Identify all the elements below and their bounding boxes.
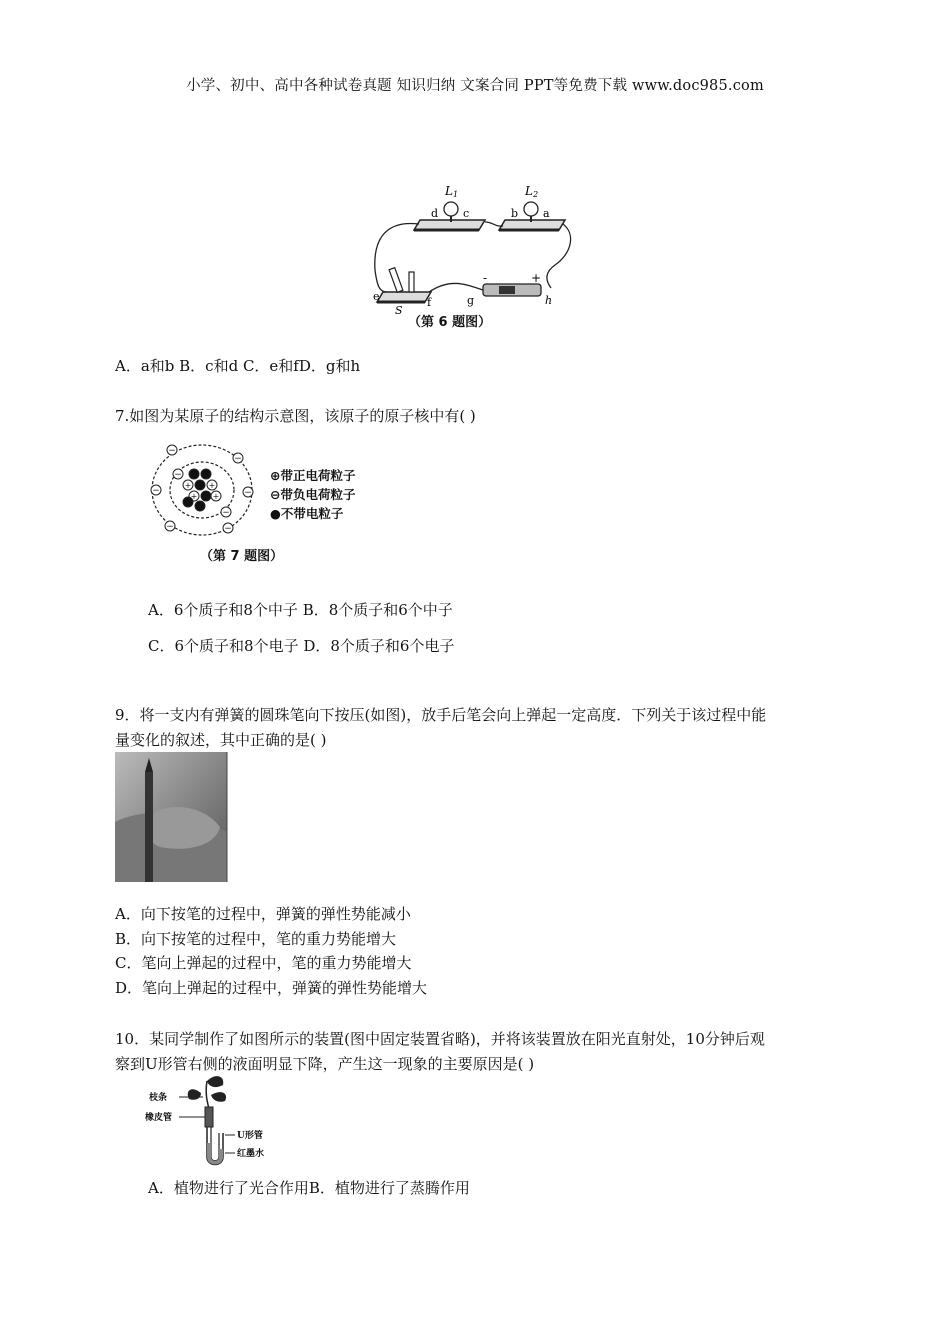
svg-text:−: − (224, 524, 232, 534)
legend-negative-text: 带负电荷粒子 (280, 487, 356, 502)
q7-option-line-2: C．6个质子和8个电子 D．8个质子和6个电子 (148, 637, 455, 655)
q9-option-b: B．向下按笔的过程中，笔的重力势能增大 (115, 930, 397, 948)
q9-stem-line-1: 9．将一支内有弹簧的圆珠笔向下按压(如图)，放手后笔会向上弹起一定高度．下列关于该过程中能 (115, 706, 767, 724)
q9-option-c: C．笔向上弹起的过程中，笔的重力势能增大 (115, 954, 412, 972)
page-header: 小学、初中、高中各种试卷真题 知识归纳 文案合同 PPT等免费下载 www.doc985.com (186, 78, 764, 94)
q7-atom-figure (150, 440, 260, 540)
q6-circuit-figure (365, 180, 575, 330)
q9-option-d: D．笔向上弹起的过程中，弹簧的弹性势能增大 (115, 979, 428, 997)
label-rubber-tube: 橡皮管 (145, 1113, 173, 1123)
label-c: c (463, 207, 470, 220)
label-a: a (543, 207, 550, 220)
legend-positive-symbol: ⊕ (270, 468, 281, 483)
label-h: h (545, 294, 553, 307)
label-red-ink: 红墨水 (237, 1149, 265, 1159)
svg-text:+: + (184, 481, 192, 490)
legend-negative-symbol: ⊖ (270, 487, 281, 502)
label-S: S (395, 304, 403, 317)
label-f: f (427, 296, 432, 309)
svg-text:−: − (222, 508, 230, 518)
q9-pen-photo (115, 752, 229, 884)
label-plus: + (531, 271, 542, 285)
q6-options: A．a和b B．c和d C．e和fD．g和h (115, 357, 361, 375)
svg-text:+: + (208, 481, 216, 490)
q6-figure-caption: （第 6 题图） (408, 315, 492, 330)
label-e: e (373, 290, 380, 303)
q10-apparatus-figure (145, 1073, 275, 1171)
legend-item (270, 466, 356, 485)
q9-stem-line-2: 量变化的叙述，其中正确的是( ) (115, 731, 327, 749)
q9-option-a: A．向下按笔的过程中，弹簧的弹性势能减小 (115, 905, 411, 923)
legend-item (270, 504, 356, 523)
svg-text:−: − (244, 488, 252, 498)
svg-text:−: − (166, 522, 174, 532)
svg-text:+: + (212, 492, 220, 501)
label-minus: - (483, 271, 488, 285)
legend-neutral-symbol: ● (270, 506, 281, 521)
label-u-tube: U形管 (237, 1131, 263, 1141)
q7-option-line-1: A．6个质子和8个中子 B．8个质子和6个中子 (148, 601, 453, 619)
label-branch: 枝条 (149, 1093, 168, 1103)
svg-text:−: − (174, 470, 182, 480)
q10-options: A．植物进行了光合作用B．植物进行了蒸腾作用 (148, 1179, 470, 1197)
q10-stem-line-2: 察到U形管右侧的液面明显下降，产生这一现象的主要原因是( ) (115, 1055, 535, 1073)
svg-text:−: − (234, 454, 242, 464)
label-L1: L1 (445, 184, 459, 199)
svg-text:+: + (190, 492, 198, 501)
q7-legend (270, 466, 356, 523)
legend-neutral-text: 不带电粒子 (280, 506, 344, 521)
label-d: d (431, 207, 439, 220)
q10-stem-line-1: 10．某同学制作了如图所示的装置(图中固定装置省略)，并将该装置放在阳光直射处，10分钟后观 (115, 1030, 765, 1048)
q7-stem: 7.如图为某原子的结构示意图，该原子的原子核中有( ) (115, 407, 476, 425)
svg-text:−: − (168, 446, 176, 456)
label-b: b (511, 207, 519, 220)
legend-item (270, 485, 356, 504)
svg-text:−: − (152, 486, 160, 496)
label-L2: L2 (525, 184, 539, 199)
label-g: g (467, 294, 475, 307)
q7-figure-caption: （第 7 题图） (200, 549, 284, 564)
legend-positive-text: 带正电荷粒子 (280, 468, 356, 483)
